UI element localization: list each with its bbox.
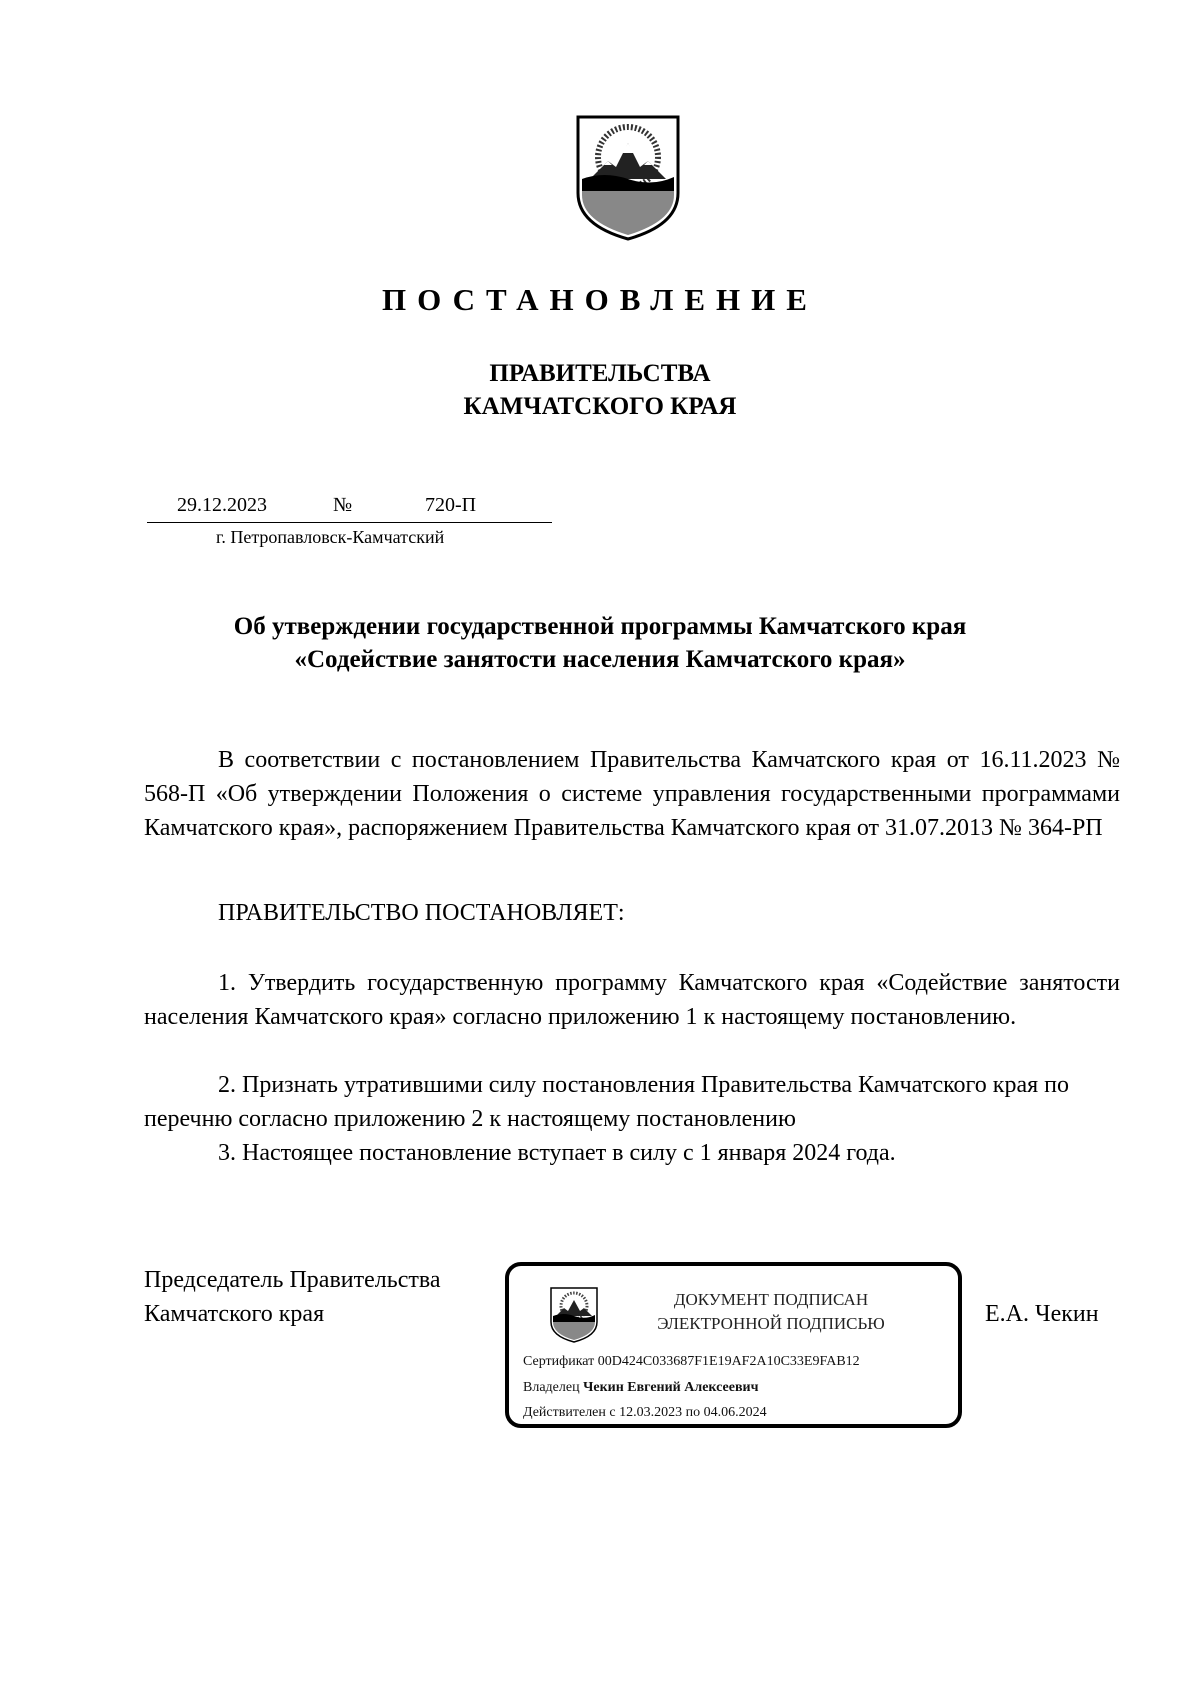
title-line-2: «Содействие занятости населения Камчатского края» xyxy=(294,646,906,673)
kamchatka-coat-of-arms-icon xyxy=(574,113,682,243)
signer-position xyxy=(144,1263,441,1331)
stamp-header xyxy=(621,1288,921,1336)
valid-from: 12.03.2023 xyxy=(619,1405,683,1420)
owner-value: Чекин Евгений Алексеевич xyxy=(583,1380,759,1395)
valid-to-label: по xyxy=(685,1405,701,1420)
signer-name: Е.А. Чекин xyxy=(985,1301,1099,1327)
valid-to: 04.06.2024 xyxy=(703,1405,767,1420)
stamp-validity xyxy=(523,1405,767,1421)
decree-item-3: 3. Настоящее постановление вступает в силу с 1 января 2024 года. xyxy=(218,1140,896,1166)
stamp-certificate xyxy=(523,1354,860,1370)
authority-line-1: ПРАВИТЕЛЬСТВА xyxy=(489,360,711,387)
stamp-owner xyxy=(523,1380,758,1396)
stamp-coat-of-arms-icon xyxy=(549,1286,599,1344)
document-number: 720-П xyxy=(425,494,477,516)
stamp-header-line-1: ДОКУМЕНТ ПОДПИСАН xyxy=(673,1290,869,1309)
owner-label: Владелец xyxy=(523,1380,580,1395)
certificate-label: Сертификат xyxy=(523,1354,595,1369)
preamble-paragraph: В соответствии с постановлением Правительства Камчатского края от 16.11.2023 № 568-П «Об утверждении Положения о системе управления государственными программами Камчатского края», распоряжением Правительства Камчатского края от 31.07.2013 № 364-РП xyxy=(144,747,1120,841)
decree-item-2: 2. Признать утратившими силу постановления Правительства Камчатского края по перечню согласно приложению 2 к настоящему постановлению xyxy=(144,1072,1069,1132)
stamp-header-line-2: ЭЛЕКТРОННОЙ ПОДПИСЬЮ xyxy=(657,1314,885,1333)
document-type-heading: ПОСТАНОВЛЕНИЕ xyxy=(382,282,818,317)
signer-position-line-2: Камчатского края xyxy=(144,1301,325,1327)
document-place: г. Петропавловск-Камчатский xyxy=(216,527,445,547)
certificate-value: 00D424C033687F1E19AF2A10C33E9FAB12 xyxy=(597,1354,860,1369)
issuing-authority xyxy=(0,357,1200,423)
document-date: 29.12.2023 xyxy=(177,494,267,516)
decree-item-1: 1. Утвердить государственную программу Камчатского края «Содействие занятости населения Камчатского края» согласно приложению 1 к настоящему постановлению. xyxy=(144,970,1120,1030)
authority-line-2: КАМЧАТСКОГО КРАЯ xyxy=(463,393,737,420)
signer-position-line-1: Председатель Правительства xyxy=(144,1267,441,1293)
decree-statement: ПРАВИТЕЛЬСТВО ПОСТАНОВЛЯЕТ: xyxy=(218,900,625,926)
valid-label: Действителен с xyxy=(523,1405,616,1420)
document-title xyxy=(0,610,1200,676)
registration-line xyxy=(147,494,552,523)
electronic-signature-stamp xyxy=(505,1262,962,1428)
number-sign: № xyxy=(333,494,353,516)
title-line-1: Об утверждении государственной программы Камчатского края xyxy=(233,613,967,640)
